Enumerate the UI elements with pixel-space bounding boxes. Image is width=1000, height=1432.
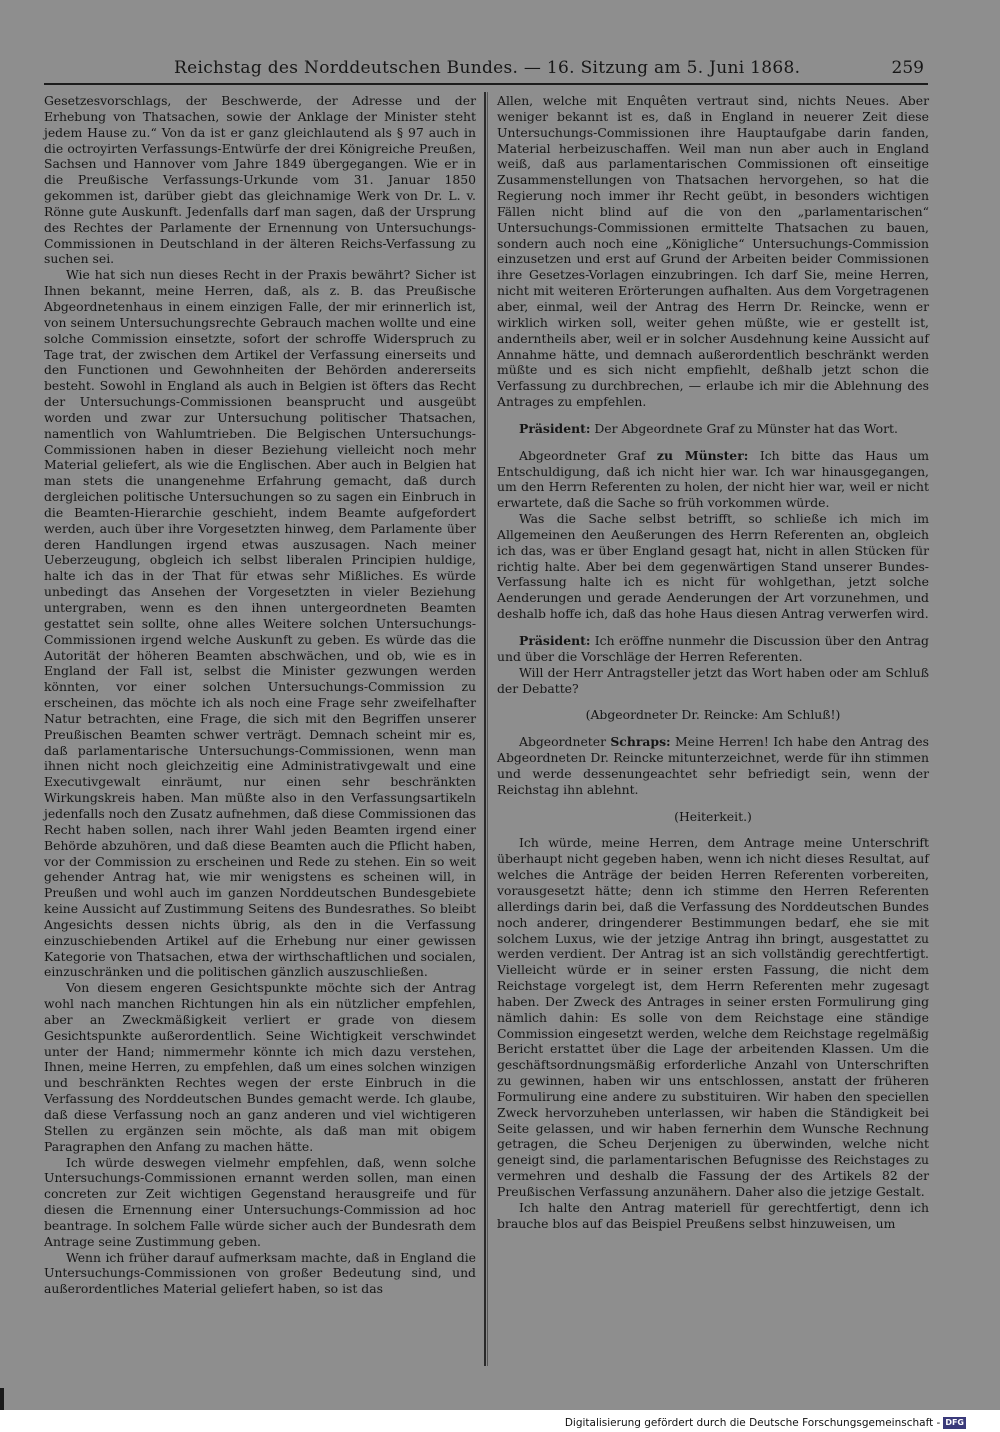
speech-text: Der Abgeordnete Graf zu Münster hat das Wort. [590,420,898,436]
paragraph: Gesetzesvorschlags, der Beschwerde, der Adresse und der Erhebung von Thatsachen, sowie der Anklage der Minister steht jedem Hause zu.“ Von da ist er ganz gleichlautend als § 97 auch in die octroyirten Verfassungs-Entwürfe der drei Königreiche Preußen, Sachsen und Hannover vom Jahre 1849 übergegangen. Wie er in die Preußische Verfassungs-Urkunde vom 31. Januar 1850 gekommen ist, darüber giebt das gleichnamige Werk von Dr. L. v. Rönne gute Auskunft. Jedenfalls darf man sagen, daß der Ursprung des Rechtes der Parlamente der Ernennung von Untersuchungs-Commissionen in Deutschland in der älteren Reichs-Verfassung zu suchen sei. [44,93,476,267]
paragraph: Allen, welche mit Enquêten vertraut sind, nichts Neues. Aber weniger bekannt ist es, daß in England in neuerer Zeit diese Untersuchungs-Commissionen ihre Hauptaufgabe darin fanden, Material herbeizuschaffen. Weil man nun aber auch in England weiß, daß aus parlamentarischen Commissionen oft einseitige Zusammenstellungen von Thatsachen hervorgehen, so hat die Regierung noch immer ihr Recht geübt, in besonders wichtigen Fällen nicht blind auf die von den „parlamentarischen“ Untersuchungs-Commissionen ermittelte Thatsachen zu bauen, sondern auch noch eine „Königliche“ Untersuchungs-Commission einzusetzen und erst auf Grund der Arbeiten beider Commissionen ihre Gesetzes-Vorlagen einzubringen. Ich darf Sie, meine Herren, nicht mit weiteren Erörterungen aufhalten. Aus dem Vorgetragenen aber, einmal, weil der Antrag des Herrn Dr. Reincke, wenn er wirklich wirken soll, weiter gehen müßte, wie er gestellt ist, anderntheils aber, weil er in solcher Ausdehnung keine Aussicht auf Annahme hätte, und demnach außerordentlich beschränkt werden müßte und es sich nicht empfiehlt, deßhalb jetzt schon die Verfassung zu durchbrechen, — erlaube ich mir die Ablehnung des Antrages zu empfehlen. [497,93,929,410]
running-header [44,58,928,80]
speaker-name: Präsident: [519,633,591,648]
speaker-name: Präsident: [519,420,591,436]
column-divider [484,92,486,1366]
left-column [44,93,476,1297]
speech-text: Ich bitte das Haus um Entschuldigung, daß ich nicht hier war. Ich war hinausgegangen, um den Herrn Referenten zu holen, der nicht hier war, weil er nicht erwartete, daß die Sache so früh vorkommen würde. [497,447,929,511]
speaker-name: zu Münster: [656,447,749,463]
speech-text: Ich eröffne nunmehr die Discussion über den Antrag und über die Vorschläge der Herren Referenten. [497,633,929,664]
speaker-paragraph [497,633,929,665]
footer-credit [565,1415,966,1431]
header-title: Reichstag des Norddeutschen Bundes. — 16. Sitzung am 5. Juni 1868. [174,58,801,78]
paragraph: Ich würde deswegen vielmehr empfehlen, daß, wenn solche Untersuchungs-Commissionen ernannt werden sollen, man einen concreten zur Zeit wichtigen Gegenstand herausgreife und für diesen die Ernennung einer Untersuchungs-Commission ad hoc beantrage. In solchem Falle würde sicher auch der Bundesrath dem Antrage seine Zustimmung geben. [44,1154,476,1249]
speaker-paragraph [497,448,929,511]
paragraph: Ich halte den Antrag materiell für gerechtfertigt, denn ich brauche blos auf das Beispiel Preußens selbst hinzuweisen, um [497,1199,929,1231]
speaker-paragraph [497,734,929,797]
speaker-name: Schraps: [610,734,671,750]
paragraph: Ich würde, meine Herren, dem Antrage meine Unterschrift überhaupt nicht gegeben haben, wenn ich nicht dieses Resultat, auf welches die Anträge der beiden Herren Referenten vorbereiten, vorausgesetzt hätte; denn ich stimme den Herren Referenten allerdings darin bei, daß die Verfassung des Norddeutschen Bundes noch anderer, dringenderer Bestimmungen bedarf, ehe sie mit solchem Luxus, wie der jetzige Antrag ihn bringt, ausgestattet zu werden verdient. Der Antrag ist an sich vollständig gerechtfertigt. Vielleicht würde er in seiner ersten Fassung, die nicht dem Reichstage vorgelegt ist, dem Herrn Referenten mehr zugesagt haben. Der Zweck des Antrages in seiner ersten Formulirung ging nämlich dahin: Es solle von dem Reichstage eine ständige Commission eingesetzt werden, welche dem Reichstage regelmäßig Bericht erstattet über die Lage der arbeitenden Klassen. Um die geschäftsordnungsmäßig erforderliche Anzahl von Unterschriften zu gewinnen, haben wir uns entschlossen, anstatt der früheren Formulirung eine andere zu substituiren. Wir haben den speciellen Zweck hervorzuheben unterlassen, wir haben die Ständigkeit bei Seite gelassen, und wir haben fernerhin dem Wunsche Rechnung getragen, die Scheu Derjenigen zu überwinden, welche nicht geneigt sind, die parlamentarischen Befugnisse des Reichstages zu vermehren und deshalb die Fassung der des Artikels 82 der Preußischen Verfassung anzunähern. Daher also die jetzige Gestalt. [497,835,929,1199]
right-column [497,93,929,1232]
header-rule [44,83,928,85]
paragraph: Wie hat sich nun dieses Recht in der Praxis bewährt? Sicher ist Ihnen bekannt, meine Herren, daß, als z. B. das Preußische Abgeordnetenhaus in einem einzigen Falle, der mir erinnerlich ist, von seinem Untersuchungsrechte Gebrauch machen wollte und eine solche Commission einsetzte, sofort der schroffe Widerspruch zu Tage trat, der zwischen dem Artikel der Verfassung einerseits und den Functionen und Gewohnheiten der Behörden andererseits besteht. Sowohl in England als auch in Belgien ist öfters das Recht der Untersuchungs-Commissionen beansprucht und ausgeübt worden und zwar zur Untersuchung politischer Thatsachen, namentlich von Wahlumtrieben. Die Belgischen Untersuchungs-Commissionen haben in dieser Beziehung vielleicht noch mehr Material geliefert, als wie die Englischen. Aber auch in Belgien hat man stets die unangenehme Erfahrung gemacht, daß durch dergleichen politische Untersuchungen so zu sagen ein Einbruch in die Beamten-Hierarchie geschieht, indem Beamte aufgefordert werden, auch über ihre Vorgesetzten hinweg, dem Parlamente über deren Handlungen irgend etwas auszusagen. Nach meiner Ueberzeugung, obgleich ich selbst liberalen Principien huldige, halte ich das in der That für etwas sehr Mißliches. Es würde unbedingt das Ansehen der Vorgesetzten in vieler Beziehung untergraben, wenn es den ihnen untergeordneten Beamten gestattet sein sollte, ohne alles Weitere solchen Untersuchungs-Commissionen irgend welche Auskunft zu geben. Es würde das die Autorität der höheren Beamten abschwächen, und ob, wie es in England der Fall ist, selbst die Minister gezwungen werden könnten, vor einer solchen Untersuchungs-Commission zu erscheinen, das möchte ich als noch eine Frage sehr zweifelhafter Natur betrachten, eine Frage, die sich mit den Begriffen unserer Preußischen Beamten schwer verträgt. Demnach scheint mir es, daß parlamentarische Untersuchungs-Commissionen, wenn man ihnen nicht noch gleichzeitig eine Administrativgewalt und eine Executivgewalt einräumt, nur einen sehr beschränkten Wirkungskreis haben. Man müßte also in den Verfassungsartikeln jedenfalls noch den Zusatz aufnehmen, daß diese Commissionen das Recht haben sollen, nach ihrer Wahl jeden Beamten irgend einer Behörde abzuhören, und daß diese Beamten auch die Pflicht haben, vor der Commission zu erscheinen und Rede zu stehen. Ein so weit gehender Antrag hat, wie mir wenigstens es scheinen will, in Preußen und wohl auch im ganzen Norddeutschen Bundesgebiete keine Aussicht auf Zustimmung Seitens des Bundesrathes. So bleibt Angesichts dessen nichts übrig, als den in die Verfassung einzuschiebenden Artikel auf die Erhebung nur einer gewissen Kategorie von Thatsachen, etwa der wirthschaftlichen und socialen, einzuschränken und die politischen gänzlich auszuschließen. [44,267,476,980]
page-number: 259 [891,58,924,78]
column-divider-inner [487,92,488,1366]
interjection: (Abgeordneter Dr. Reincke: Am Schluß!) [585,707,841,723]
speaker-prefix: Abgeordneter Graf [519,447,657,463]
scan-edge-mark [0,1388,4,1410]
speaker-prefix: Abgeordneter [519,734,611,750]
speech-text: Meine Herren! Ich habe den Antrag des Abgeordneten Dr. Reincke mitunterzeichnet, werde für ihn stimmen und werde dessenungeachtet sehr befriedigt sein, wenn der Reichstag ihn ablehnt. [497,734,929,797]
paragraph: Von diesem engeren Gesichtspunkte möchte sich der Antrag wohl nach manchen Richtungen hin als ein nützlicher empfehlen, aber an Zweckmäßigkeit verliert er grade von diesem Gesichtspunkte außerordentlich. Seine Wichtigkeit verschwindet unter der Hand; nimmermehr könnte ich mich dazu verstehen, Ihnen, meine Herren, zu empfehlen, daß um eines solchen winzigen und beschränkten Rechtes wegen der erste Einbruch in die Verfassung des Norddeutschen Bundes gemacht werde. Ich glaube, daß diese Verfassung noch an ganz anderen und viel wichtigeren Stellen zu ergänzen sein möchte, als daß man mit obigem Paragraphen den Anfang zu machen hätte. [44,980,476,1154]
paragraph: Will der Herr Antragsteller jetzt das Wort haben oder am Schluß der Debatte? [497,664,929,696]
footer-text: Digitalisierung gefördert durch die Deutsche Forschungsgemeinschaft - [564,1417,941,1429]
dfg-logo: DFG [945,1418,964,1427]
paragraph: Wenn ich früher darauf aufmerksam machte, daß in England die Untersuchungs-Commissionen von großer Bedeutung sind, und außerordentliches Material geliefert haben, so ist das [44,1249,476,1297]
paragraph: Was die Sache selbst betrifft, so schließe ich mich im Allgemeinen den Aeußerungen des Herrn Referenten an, obgleich ich das, was er über England gesagt hat, nicht in allen Stücken für richtig halte. Aber bei dem gegenwärtigen Stand unserer Bundes-Verfassung halte ich es nicht für wohlgethan, jetzt solche Aenderungen und gerade Aenderungen der Art vorzunehmen, und deshalb hoffe ich, daß das hohe Haus diesen Antrag verwerfen wird. [497,511,929,622]
interjection: (Heiterkeit.) [674,808,752,824]
speaker-paragraph [497,421,929,437]
